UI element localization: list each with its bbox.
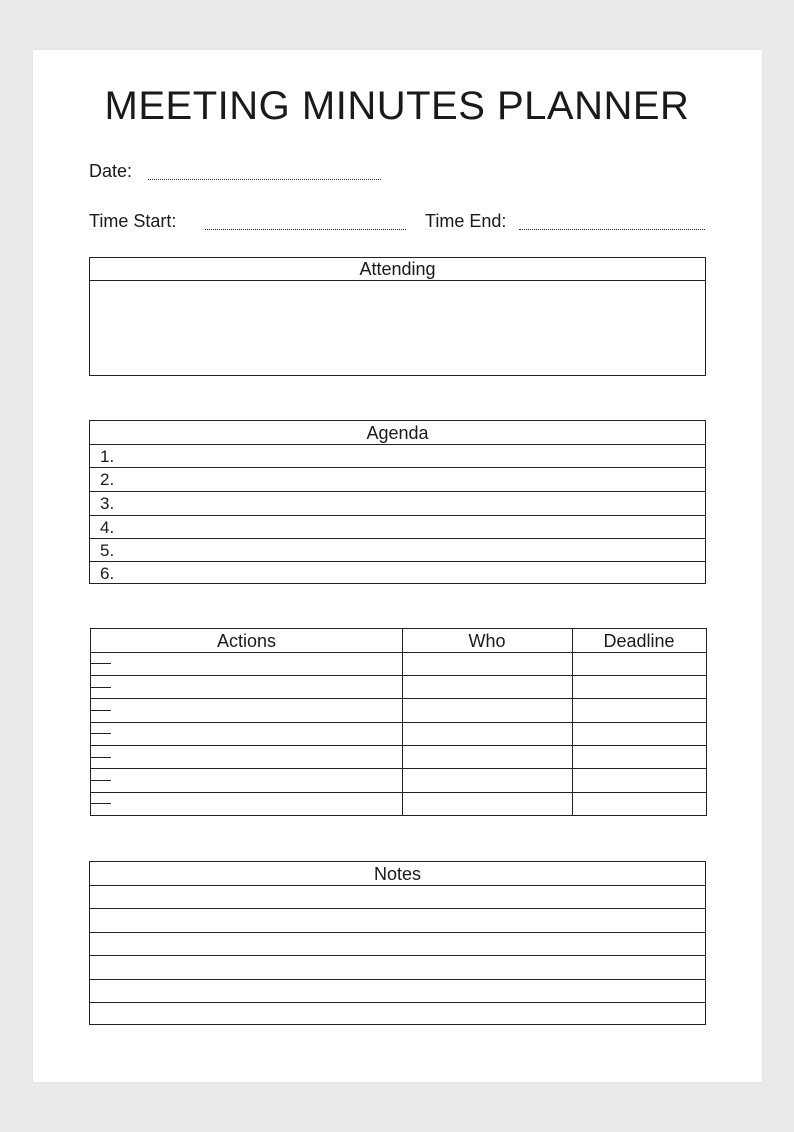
agenda-line xyxy=(90,538,705,539)
time-end-field[interactable] xyxy=(519,229,705,230)
time-end-label: Time End: xyxy=(425,211,507,231)
table-row-line xyxy=(91,675,706,676)
agenda-item[interactable]: 5. xyxy=(100,541,115,560)
action-dash xyxy=(91,757,111,758)
agenda-line xyxy=(90,491,705,492)
action-dash xyxy=(91,780,111,781)
table-row-line xyxy=(91,745,706,746)
notes-line xyxy=(90,908,705,909)
agenda-divider xyxy=(90,444,705,445)
action-dash xyxy=(91,733,111,734)
time-start-field[interactable] xyxy=(205,229,406,230)
notes-heading: Notes xyxy=(373,864,422,884)
action-dash xyxy=(91,687,111,688)
attending-box xyxy=(89,257,706,376)
agenda-heading: Agenda xyxy=(366,423,429,443)
notes-line xyxy=(90,955,705,956)
table-row-line xyxy=(91,768,706,769)
notes-box xyxy=(89,861,706,1025)
actions-column-header: Actions xyxy=(216,631,277,651)
notes-divider xyxy=(90,885,705,886)
action-dash xyxy=(91,710,111,711)
agenda-box xyxy=(89,420,706,584)
time-start-label: Time Start: xyxy=(89,211,177,231)
who-column-header: Who xyxy=(468,631,506,651)
deadline-column-header: Deadline xyxy=(603,631,675,651)
date-label: Date: xyxy=(89,161,133,181)
agenda-line xyxy=(90,515,705,516)
agenda-line xyxy=(90,467,705,468)
page-title: MEETING MINUTES PLANNER xyxy=(104,84,690,128)
actions-table xyxy=(90,628,707,816)
agenda-item[interactable]: 4. xyxy=(100,518,115,537)
notes-line xyxy=(90,1002,705,1003)
agenda-item[interactable]: 6. xyxy=(100,564,115,583)
attending-area[interactable] xyxy=(90,281,705,375)
agenda-line xyxy=(90,561,705,562)
table-header-divider xyxy=(91,652,706,653)
action-dash xyxy=(91,803,111,804)
notes-line xyxy=(90,932,705,933)
agenda-item[interactable]: 1. xyxy=(100,447,115,466)
agenda-item[interactable]: 3. xyxy=(100,494,115,513)
notes-line xyxy=(90,979,705,980)
table-row-line xyxy=(91,722,706,723)
date-field[interactable] xyxy=(148,179,381,180)
agenda-item[interactable]: 2. xyxy=(100,470,115,489)
table-row-line xyxy=(91,698,706,699)
table-row-line xyxy=(91,792,706,793)
attending-heading: Attending xyxy=(359,259,436,279)
action-dash xyxy=(91,663,111,664)
